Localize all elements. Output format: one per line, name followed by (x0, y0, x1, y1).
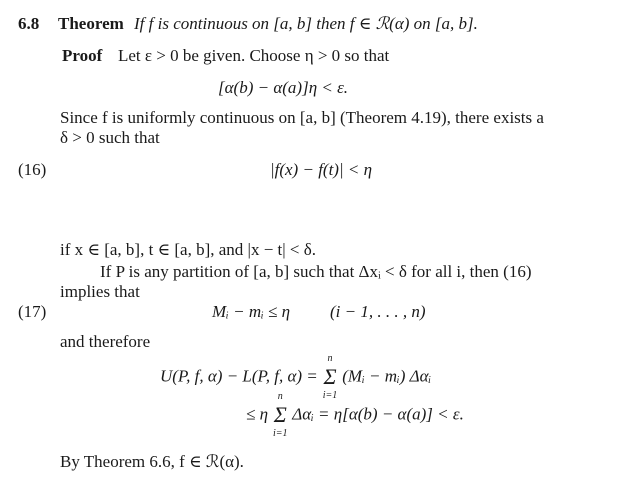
implies-line: implies that (60, 282, 140, 301)
summation-upper-limit: n (327, 353, 333, 364)
delta-line: δ > 0 such that (60, 128, 160, 147)
theorem-label: Theorem (58, 14, 124, 33)
theorem-statement: If f is continuous on [a, b] then f ∈ ℛ(α) on [a, b]. (134, 14, 478, 33)
summation-symbol: n Σ i=1 (322, 366, 338, 389)
uniform-continuity-line: Since f is uniformly continuous on [a, b] (Theorem 4.19), there exists a (60, 108, 544, 127)
summation-lower-limit: i=1 (273, 428, 288, 439)
summation-lower-limit: i=1 (322, 390, 338, 401)
difference-lhs: U(P, f, α) − L(P, f, α) = (160, 366, 318, 386)
summation-symbol: n Σ i=1 (272, 404, 288, 427)
proof-intro: Let ε > 0 be given. Choose η > 0 so that (118, 46, 390, 65)
equation-16-number: (16) (18, 160, 47, 179)
eta-inequality: [α(b) − α(a)]η < ε. (218, 78, 349, 97)
bound-rhs: Δαᵢ = η[α(b) − α(a)] < ε. (292, 404, 464, 424)
summation-upper-limit: n (277, 391, 283, 402)
equation-16: |f(x) − f(t)| < η (269, 160, 373, 179)
equation-17-index-range: (i − 1, . . . , n) (330, 302, 426, 321)
upper-lower-difference (160, 353, 432, 401)
bound-estimate (246, 391, 464, 439)
theorem-number: 6.8 (18, 14, 40, 33)
and-therefore-line: and therefore (60, 332, 151, 351)
condition-line: if x ∈ [a, b], t ∈ [a, b], and |x − t| < δ. (60, 240, 317, 259)
partition-line: If P is any partition of [a, b] such that Δxᵢ < δ for all i, then (16) (100, 262, 532, 281)
equation-17-number: (17) (18, 302, 47, 321)
difference-rhs: (Mᵢ − mᵢ) Δαᵢ (342, 366, 432, 386)
bound-lhs: ≤ η (246, 404, 269, 424)
equation-17: Mᵢ − mᵢ ≤ η (212, 302, 291, 321)
conclusion-line: By Theorem 6.6, f ∈ ℛ(α). (60, 452, 244, 471)
proof-label: Proof (62, 46, 103, 65)
